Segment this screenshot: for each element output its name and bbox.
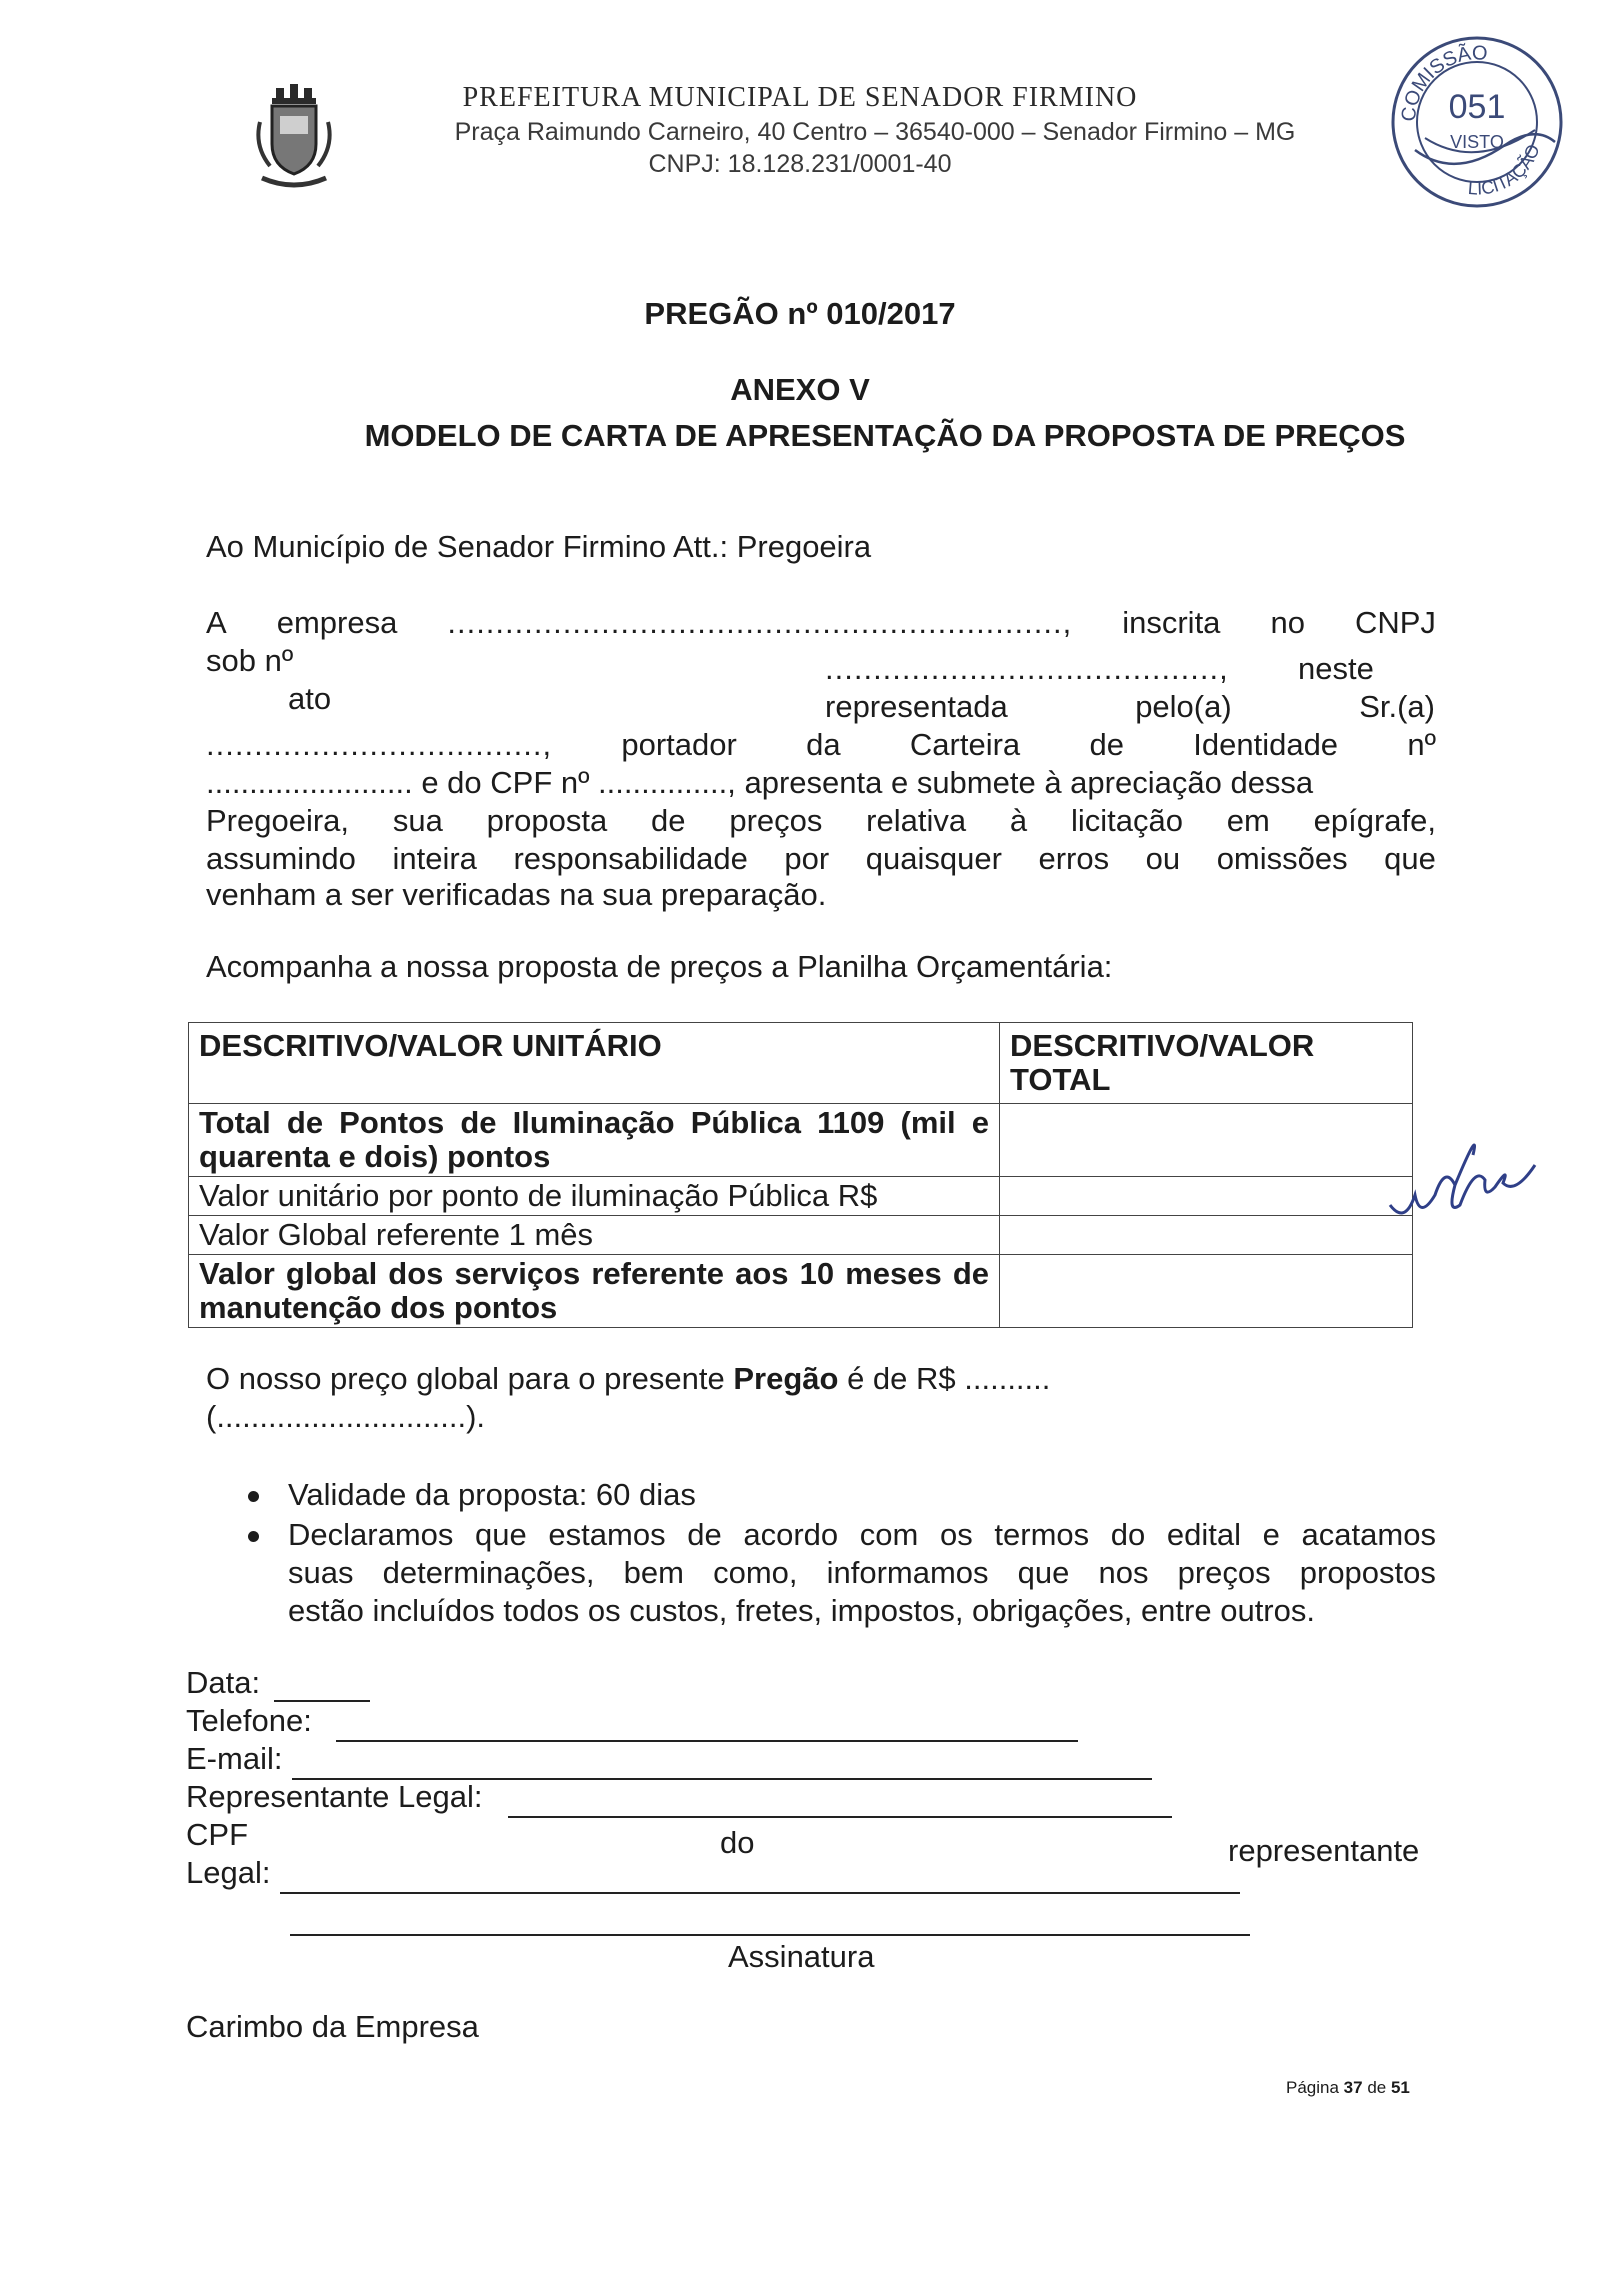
label-email: E-mail: <box>186 1741 283 1776</box>
word: do <box>1110 1517 1146 1552</box>
word: inscrita <box>1122 605 1221 640</box>
page-total: 51 <box>1390 2078 1410 2097</box>
fill-dots: ................................................................, <box>447 605 1073 640</box>
salutation: Ao Município de Senador Firmino Att.: Pregoeira <box>206 529 872 564</box>
paragraph1-neste: neste <box>1298 651 1374 686</box>
header-title: PREFEITURA MUNICIPAL DE SENADOR FIRMINO <box>462 82 1138 113</box>
global-price-prefix: O nosso preço global para o presente <box>206 1361 734 1396</box>
stamp-top-text: COMISSÃO <box>1397 42 1488 123</box>
word: omissões <box>1216 841 1348 876</box>
label-legal: Legal: <box>186 1855 271 1890</box>
label-representante-word: representante <box>1228 1833 1420 1868</box>
word: epígrafe, <box>1313 803 1436 838</box>
word: nº <box>1407 727 1436 762</box>
table-cell-desc: Valor Global referente 1 mês <box>189 1216 1000 1255</box>
label-data: Data: <box>186 1665 261 1700</box>
table-cell-desc: Valor global dos serviços referente aos 10 meses de manutenção dos pontos <box>189 1255 1000 1328</box>
word: bem <box>623 1555 684 1590</box>
bullet-declaramos-line3: estão incluídos todos os custos, fretes, impostos, obrigações, entre outros. <box>288 1593 1315 1628</box>
word: acordo <box>743 1517 839 1552</box>
handwritten-initials-signature <box>1385 1125 1555 1235</box>
table-cell-value[interactable] <box>1000 1255 1413 1328</box>
word: pelo(a) <box>1135 689 1232 724</box>
table-cell-value[interactable] <box>1000 1177 1413 1216</box>
word: à <box>1009 803 1028 838</box>
page-current: 37 <box>1343 2078 1363 2097</box>
header-cnpj: CNPJ: 18.128.231/0001-40 <box>648 150 952 178</box>
word: erros <box>1038 841 1110 876</box>
bullet-declaramos-line1 <box>288 1518 1436 1552</box>
header-address: Praça Raimundo Carneiro, 40 Centro – 36540-000 – Senador Firmino – MG <box>454 118 1296 146</box>
word: no <box>1270 605 1305 640</box>
word: de <box>1089 727 1124 762</box>
paragraph1-sob: sob nº <box>206 643 294 678</box>
global-price-suffix: é de R$ .......... <box>838 1361 1051 1396</box>
label-representante: Representante Legal: <box>186 1779 483 1814</box>
word: que <box>475 1517 527 1552</box>
word: Declaramos <box>288 1517 454 1552</box>
word: inteira <box>392 841 477 876</box>
word: informamos <box>826 1555 989 1590</box>
page-number <box>1286 2078 1410 2098</box>
table-header-unit: DESCRITIVO/VALOR UNITÁRIO <box>189 1023 1000 1104</box>
paragraph1-line3 <box>825 690 1435 724</box>
word: propostos <box>1299 1555 1436 1590</box>
word: os <box>940 1517 973 1552</box>
stamp-bottom-text: LICITAÇÃO <box>1467 141 1544 199</box>
word: preços <box>729 803 823 838</box>
word: ou <box>1145 841 1181 876</box>
telefone-field[interactable] <box>336 1740 1078 1742</box>
global-price-line <box>206 1362 1050 1396</box>
table-row <box>189 1216 1413 1255</box>
paragraph1-line5: ........................ e do CPF nº ..............., apresenta e submete à apreciação dessa <box>206 765 1314 800</box>
label-cpf: CPF <box>186 1817 248 1852</box>
label-carimbo: Carimbo da Empresa <box>186 2009 479 2044</box>
table-cell-desc: Total de Pontos de Iluminação Pública 1109 (mil e quarenta e dois) pontos <box>189 1104 1000 1177</box>
word: termos <box>994 1517 1090 1552</box>
table-header-row <box>189 1023 1413 1104</box>
word: preços <box>1177 1555 1271 1590</box>
label-assinatura: Assinatura <box>728 1939 875 1974</box>
word: quaisquer <box>865 841 1002 876</box>
table-cell-desc: Valor unitário por ponto de iluminação Pública R$ <box>189 1177 1000 1216</box>
stamp-visto: VISTO <box>1450 132 1504 152</box>
word: portador <box>621 727 737 762</box>
table-row <box>189 1177 1413 1216</box>
cpf-representante-field[interactable] <box>280 1892 1240 1894</box>
bullet-validade: Validade da proposta: 60 dias <box>288 1477 696 1512</box>
word: empresa <box>276 605 398 640</box>
paragraph1-line8: venham a ser verificadas na sua preparação. <box>206 877 827 912</box>
representante-field[interactable] <box>508 1816 1172 1818</box>
table-row <box>189 1104 1413 1177</box>
word: que <box>1384 841 1436 876</box>
word: assumindo <box>206 841 356 876</box>
stamp-number: 051 <box>1448 88 1506 126</box>
word: e <box>1262 1517 1280 1552</box>
bullet-icon <box>248 1531 259 1542</box>
word: edital <box>1166 1517 1242 1552</box>
fill-dots: ..................................., <box>206 727 553 762</box>
word: A <box>206 605 227 640</box>
word: com <box>859 1517 919 1552</box>
pregao-title: PREGÃO nº 010/2017 <box>644 296 956 331</box>
word: Pregoeira, <box>206 803 350 838</box>
paragraph1-line1 <box>206 606 1436 640</box>
table-row <box>189 1255 1413 1328</box>
bullet-icon <box>248 1491 259 1502</box>
paragraph1-line4 <box>206 728 1436 762</box>
word: relativa <box>866 803 967 838</box>
word: sua <box>392 803 443 838</box>
word: nos <box>1098 1555 1149 1590</box>
label-do: do <box>720 1825 755 1860</box>
word: representada <box>825 689 1008 724</box>
word: determinações, <box>382 1555 595 1590</box>
label-telefone: Telefone: <box>186 1703 312 1738</box>
word: Carteira <box>909 727 1021 762</box>
word: estamos <box>548 1517 666 1552</box>
word: ato <box>288 681 332 716</box>
paragraph2: Acompanha a nossa proposta de preços a Planilha Orçamentária: <box>206 949 1113 984</box>
budget-table <box>188 1022 1413 1328</box>
word: CNPJ <box>1354 605 1436 640</box>
word: acatamos <box>1301 1517 1436 1552</box>
word: por <box>784 841 830 876</box>
anexo-title: ANEXO V <box>730 372 870 407</box>
word: da <box>806 727 841 762</box>
word: Sr.(a) <box>1359 689 1435 724</box>
table-header-total: DESCRITIVO/VALOR TOTAL <box>1000 1023 1413 1104</box>
modelo-title: MODELO DE CARTA DE APRESENTAÇÃO DA PROPOSTA DE PREÇOS <box>364 418 1406 453</box>
table-cell-value[interactable] <box>1000 1104 1413 1177</box>
table-cell-value[interactable] <box>1000 1216 1413 1255</box>
word: em <box>1226 803 1270 838</box>
paragraph1-line7 <box>206 842 1436 876</box>
paragraph1-line6 <box>206 804 1436 838</box>
data-field[interactable] <box>274 1700 370 1702</box>
global-price-extenso: (.............................). <box>206 1399 486 1434</box>
word: responsabilidade <box>513 841 748 876</box>
word: de <box>687 1517 722 1552</box>
word: suas <box>288 1555 354 1590</box>
word: que <box>1017 1555 1070 1590</box>
page-prefix: Página <box>1286 2078 1344 2097</box>
page-mid: de <box>1362 2078 1391 2097</box>
word: licitação <box>1070 803 1183 838</box>
fill-dots: ........................................., <box>825 651 1229 686</box>
bullet-declaramos-line2 <box>288 1556 1436 1590</box>
signature-line[interactable] <box>290 1934 1250 1936</box>
word: de <box>651 803 686 838</box>
word: proposta <box>486 803 608 838</box>
word: Identidade <box>1193 727 1339 762</box>
global-price-bold: Pregão <box>733 1361 839 1396</box>
commission-stamp <box>1385 30 1570 215</box>
word: como, <box>713 1555 798 1590</box>
